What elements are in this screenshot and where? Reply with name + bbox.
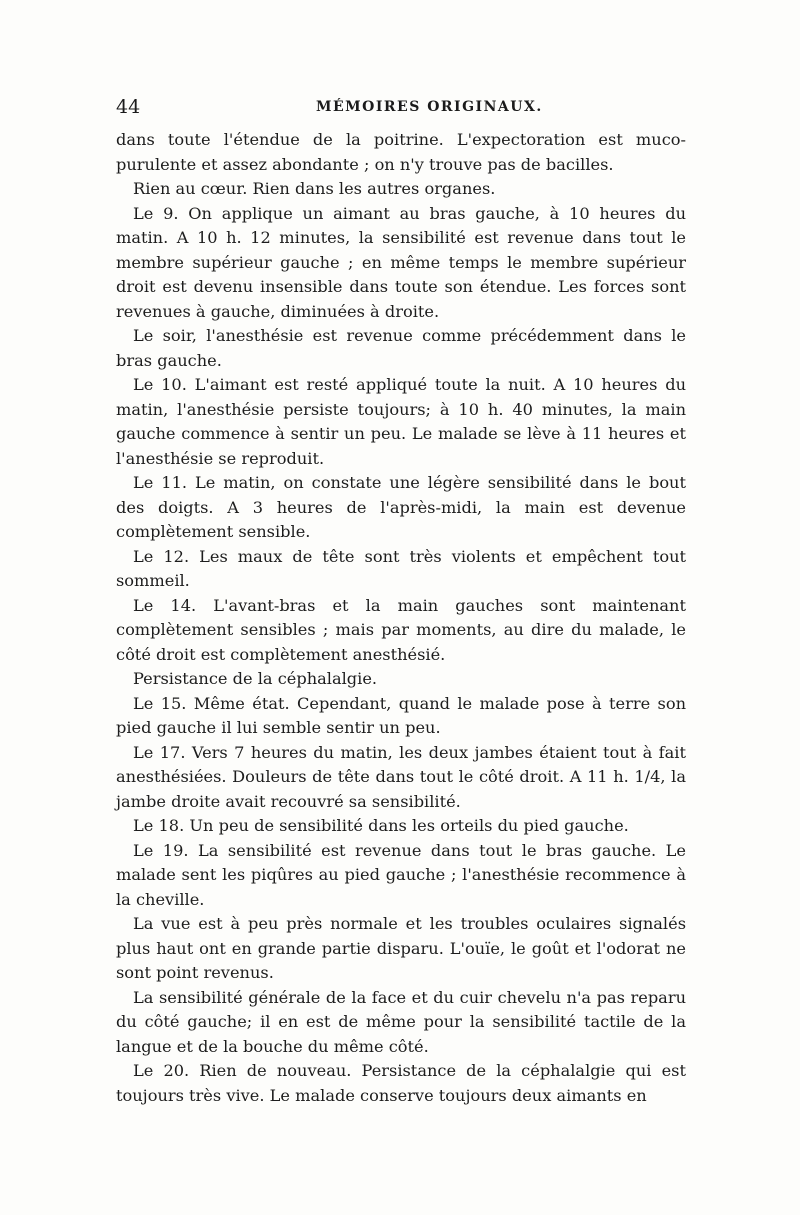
- paragraph-continued: dans toute l'étendue de la poitrine. L'expectoration est muco-purulente et assez abondante ; on n'y trouve pas de bacilles.: [116, 130, 686, 174]
- page-number: 44: [116, 96, 141, 118]
- paragraph: Le soir, l'anesthésie est revenue comme précédemment dans le bras gauche.: [116, 326, 686, 370]
- paragraph: La sensibilité générale de la face et du cuir chevelu n'a pas reparu du côté gauche; il en est de même pour la sensibilité tactile de la langue et de la bouche du même côté.: [116, 987, 686, 1056]
- paragraph: Le 11. Le matin, on constate une légère sensibilité dans le bout des doigts. A 3 heures de l'après-midi, la main est devenue complètement sensible.: [116, 473, 686, 541]
- paragraph: Le 19. La sensibilité est revenue dans tout le bras gauche. Le malade sent les piqûres au pied gauche ; l'anesthésie recommence à la cheville.: [116, 840, 686, 909]
- paragraph: Le 12. Les maux de tête sont très violents et empêchent tout sommeil.: [116, 546, 686, 590]
- running-title: MÉMOIRES ORIGINAUX.: [316, 99, 543, 115]
- paragraph: Le 10. L'aimant est resté appliqué toute la nuit. A 10 heures du matin, l'anesthésie persiste toujours; à 10 h. 40 minutes, la main gauche commence à sentir un peu. Le malade se lève à 11 heures et l'anesthésie se reproduit.: [116, 375, 686, 468]
- paragraph: La vue est à peu près normale et les troubles oculaires signalés plus haut ont en grande partie disparu. L'ouïe, le goût et l'odorat ne sont point revenus.: [116, 914, 686, 982]
- paragraph: Le 15. Même état. Cependant, quand le malade pose à terre son pied gauche il lui semble sentir un peu.: [116, 693, 686, 737]
- paragraph: Persistance de la céphalalgie.: [133, 669, 378, 688]
- paragraph: Le 14. L'avant-bras et la main gauches sont maintenant complètement sensibles ; mais par moments, au dire du malade, le côté droit est complètement anesthésié.: [116, 595, 686, 664]
- body-text: [116, 128, 686, 1108]
- paragraph: Le 9. On applique un aimant au bras gauche, à 10 heures du matin. A 10 h. 12 minutes, la sensibilité est revenue dans tout le membre supérieur gauche ; en même temps le membre supérieur droit est devenu insensible dans toute son étendue. Les forces sont revenues à gauche, diminuées à droite.: [116, 203, 686, 321]
- paragraph: Le 20. Rien de nouveau. Persistance de la céphalalgie qui est toujours très vive. Le malade conserve toujours deux aimants en: [116, 1061, 686, 1105]
- paragraph: Le 17. Vers 7 heures du matin, les deux jambes étaient tout à fait anesthésiées. Douleurs de tête dans tout le côté droit. A 11 h. 1/4, la jambe droite avait recouvré sa sensibilité.: [116, 742, 686, 811]
- running-head: [116, 96, 686, 126]
- paragraph: Le 18. Un peu de sensibilité dans les orteils du pied gauche.: [133, 816, 629, 835]
- paragraph: Rien au cœur. Rien dans les autres organes.: [133, 179, 496, 198]
